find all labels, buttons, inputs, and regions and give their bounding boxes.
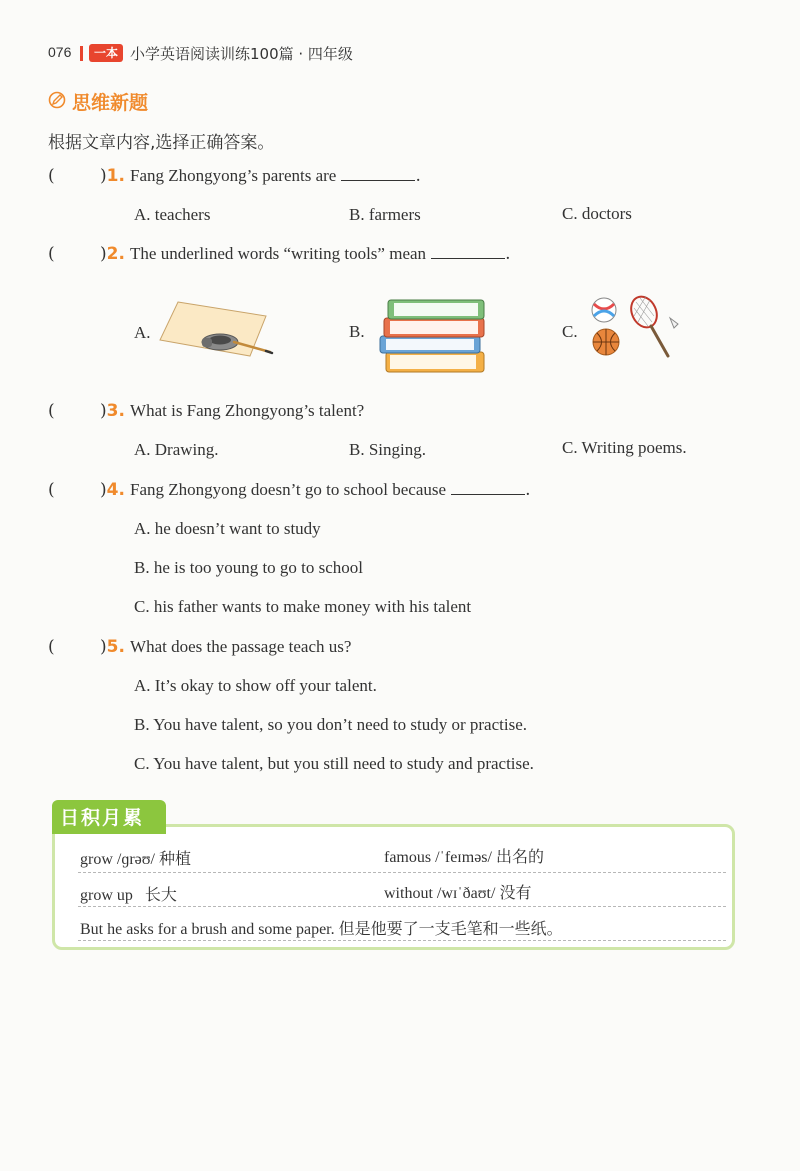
vocab-divider	[78, 872, 726, 873]
answer-blank	[341, 166, 415, 181]
option-b: B. Singing.	[349, 440, 426, 459]
vocab-box-title: 日积月累	[60, 807, 145, 829]
question-end: .	[505, 244, 511, 264]
answer-paren-open: (	[48, 401, 55, 421]
header-divider	[80, 46, 83, 61]
question-4-stem	[100, 480, 531, 500]
answer-paren-close: )	[100, 244, 107, 264]
question-2-stem	[100, 244, 511, 264]
option-a: A. teachers	[134, 205, 211, 224]
question-5	[48, 637, 55, 657]
answer-paren-open: (	[48, 166, 55, 186]
answer-paren-close: )	[100, 480, 107, 500]
option-b: B. You have talent, so you don’t need to study or practise.	[134, 715, 528, 734]
vocab-item-grow-up: grow up 长大	[80, 887, 177, 904]
question-number: 2.	[106, 244, 125, 264]
question-2	[48, 244, 55, 264]
book-stack-image	[376, 292, 494, 376]
vocab-item-without: without /wɪˈðaʊt/ 没有	[384, 885, 532, 902]
question-number: 3.	[106, 401, 125, 421]
question-1	[48, 166, 55, 186]
option-a: A. Drawing.	[134, 440, 219, 459]
brand-logo: 一本	[89, 44, 123, 62]
vocab-divider	[78, 906, 726, 907]
answer-paren-open: (	[48, 637, 55, 657]
answer-blank	[451, 480, 525, 495]
question-end: .	[415, 166, 421, 186]
option-c: C. doctors	[562, 204, 632, 223]
option-c: C. You have talent, but you still need to study and practise.	[134, 754, 534, 773]
question-number: 5.	[106, 637, 125, 657]
question-number: 4.	[106, 480, 125, 500]
question-4	[48, 480, 55, 500]
question-text: What does the passage teach us?	[130, 637, 352, 656]
answer-blank	[431, 244, 505, 259]
section-title: 思维新题	[72, 92, 149, 114]
question-text: What is Fang Zhongyong’s talent?	[130, 401, 365, 420]
answer-paren-close: )	[100, 637, 107, 657]
question-3	[48, 401, 55, 421]
option-a: A.	[134, 323, 151, 342]
pencil-circle-icon	[48, 91, 66, 109]
instruction-text: 根据文章内容,选择正确答案。	[48, 133, 275, 153]
question-text: The underlined words “writing tools” mean	[130, 244, 427, 263]
vocab-divider	[78, 940, 726, 941]
vocab-item-famous: famous /ˈfeɪməs/ 出名的	[384, 849, 544, 866]
option-b: B. farmers	[349, 205, 421, 224]
question-text: Fang Zhongyong doesn’t go to school because	[130, 480, 447, 499]
answer-paren-open: (	[48, 480, 55, 500]
option-a: A. It’s okay to show off your talent.	[134, 676, 377, 695]
question-3-stem	[100, 401, 364, 421]
vocab-sentence: But he asks for a brush and some paper. 但是他要了一支毛笔和一些纸。	[80, 921, 563, 938]
option-a: A. he doesn’t want to study	[134, 519, 321, 538]
answer-paren-close: )	[100, 401, 107, 421]
answer-paren-open: (	[48, 244, 55, 264]
paper-brush-inkstone-image	[158, 298, 276, 364]
option-c: C. Writing poems.	[562, 438, 687, 457]
option-b: B.	[349, 322, 365, 341]
option-b: B. he is too young to go to school	[134, 558, 364, 577]
question-end: .	[525, 480, 531, 500]
option-c: C. his father wants to make money with his talent	[134, 597, 472, 616]
question-number: 1.	[106, 166, 125, 186]
question-1-stem	[100, 166, 421, 186]
page-number: 076	[48, 44, 72, 60]
question-5-stem	[100, 637, 351, 657]
vocab-item-grow: grow /ɡrəʊ/ 种植	[80, 851, 191, 868]
option-c: C.	[562, 322, 578, 341]
balls-racket-image	[588, 292, 684, 362]
book-title: 小学英语阅读训练100篇 · 四年级	[130, 45, 353, 63]
answer-paren-close: )	[100, 166, 107, 186]
question-text: Fang Zhongyong’s parents are	[130, 166, 337, 185]
